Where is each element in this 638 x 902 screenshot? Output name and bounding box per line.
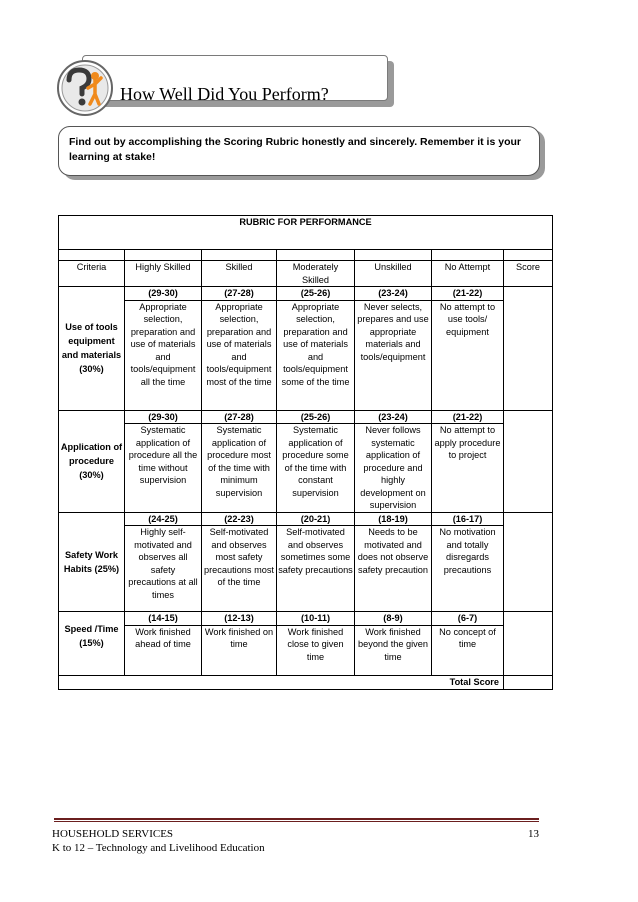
description-cell: Never follows systematic application of procedure and highly development on supervision <box>355 424 432 513</box>
description-cell: No motivation and totally disregards precautions <box>432 526 504 612</box>
description-cell: Work finished close to given time <box>277 625 355 675</box>
description-cell: Work finished beyond the given time <box>355 625 432 675</box>
criterion-name: Safety Work Habits (25%) <box>59 512 125 612</box>
instruction-box: Find out by accomplishing the Scoring Rubric honestly and sincerely. Remember it is your learning at stake! <box>58 126 540 176</box>
criterion-name: Application of procedure (30%) <box>59 410 125 512</box>
score-range-row <box>59 512 553 526</box>
description-row <box>59 625 553 675</box>
score-range: (10-11) <box>277 612 355 626</box>
score-range: (20-21) <box>277 512 355 526</box>
description-cell: Systematic application of procedure most of the time with minimum supervision <box>202 424 277 513</box>
footer-subject: HOUSEHOLD SERVICES <box>52 828 174 840</box>
footer-curriculum: K to 12 – Technology and Livelihood Education <box>52 842 265 854</box>
score-cell[interactable] <box>504 410 553 512</box>
description-cell: No concept of time <box>432 625 504 675</box>
description-cell: Never selects, prepares and use appropriate materials and tools/equipment <box>355 300 432 410</box>
description-cell: Needs to be motivated and does not observe safety precaution <box>355 526 432 612</box>
score-range: (14-15) <box>125 612 202 626</box>
description-cell: Systematic application of procedure all the time without supervision <box>125 424 202 513</box>
score-cell[interactable] <box>504 512 553 612</box>
description-cell: Work finished on time <box>202 625 277 675</box>
score-range: (24-25) <box>125 512 202 526</box>
footer-rule <box>54 818 539 820</box>
description-cell: Systematic application of procedure some of the time with constant supervision <box>277 424 355 513</box>
score-range: (21-22) <box>432 287 504 301</box>
score-range: (27-28) <box>202 410 277 424</box>
score-range: (16-17) <box>432 512 504 526</box>
score-range: (29-30) <box>125 287 202 301</box>
description-cell: Appropriate selection, preparation and use of materials and tools/equipment most of the time <box>202 300 277 410</box>
description-row <box>59 526 553 612</box>
description-cell: Appropriate selection, preparation and use of materials and tools/equipment all the time <box>125 300 202 410</box>
score-range: (25-26) <box>277 410 355 424</box>
column-header: Highly Skilled <box>125 261 202 287</box>
score-range-row <box>59 287 553 301</box>
score-range: (23-24) <box>355 287 432 301</box>
column-header: Criteria <box>59 261 125 287</box>
column-header: Moderately Skilled <box>277 261 355 287</box>
score-range: (29-30) <box>125 410 202 424</box>
score-cell[interactable] <box>504 612 553 676</box>
description-cell: Highly self-motivated and observes all safety precautions at all times <box>125 526 202 612</box>
description-cell: Self-motivated and observes sometimes some safety precautions <box>277 526 355 612</box>
blank-row <box>59 250 553 261</box>
score-range: (6-7) <box>432 612 504 626</box>
footer-rule <box>54 821 539 822</box>
description-cell: Appropriate selection, preparation and use of materials and tools/equipment some of the time <box>277 300 355 410</box>
score-range: (23-24) <box>355 410 432 424</box>
column-header: Score <box>504 261 553 287</box>
score-range: (18-19) <box>355 512 432 526</box>
page-title: How Well Did You Perform? <box>120 84 329 104</box>
column-header: Unskilled <box>355 261 432 287</box>
description-cell: Work finished ahead of time <box>125 625 202 675</box>
score-range: (22-23) <box>202 512 277 526</box>
score-range: (21-22) <box>432 410 504 424</box>
description-cell: Self-motivated and observes most safety precautions most of the time <box>202 526 277 612</box>
criterion-name: Use of tools equipment and materials (30%) <box>59 287 125 411</box>
score-range: (25-26) <box>277 287 355 301</box>
score-range-row <box>59 612 553 626</box>
page-number: 13 <box>528 828 539 840</box>
score-range-row <box>59 410 553 424</box>
score-cell[interactable] <box>504 287 553 411</box>
total-row <box>59 675 553 689</box>
criterion-name: Speed /Time (15%) <box>59 612 125 676</box>
column-header-row <box>59 261 553 287</box>
rubric-table <box>58 215 553 690</box>
column-header: No Attempt <box>432 261 504 287</box>
description-row <box>59 300 553 410</box>
description-row <box>59 424 553 513</box>
score-range: (27-28) <box>202 287 277 301</box>
column-header: Skilled <box>202 261 277 287</box>
score-range: (8-9) <box>355 612 432 626</box>
description-cell: No attempt to apply procedure to project <box>432 424 504 513</box>
question-figure-icon <box>55 58 115 118</box>
total-score-label: Total Score <box>59 675 504 689</box>
score-range: (12-13) <box>202 612 277 626</box>
rubric-title: RUBRIC FOR PERFORMANCE <box>59 216 553 250</box>
total-score-cell[interactable] <box>504 675 553 689</box>
description-cell: No attempt to use tools/ equipment <box>432 300 504 410</box>
